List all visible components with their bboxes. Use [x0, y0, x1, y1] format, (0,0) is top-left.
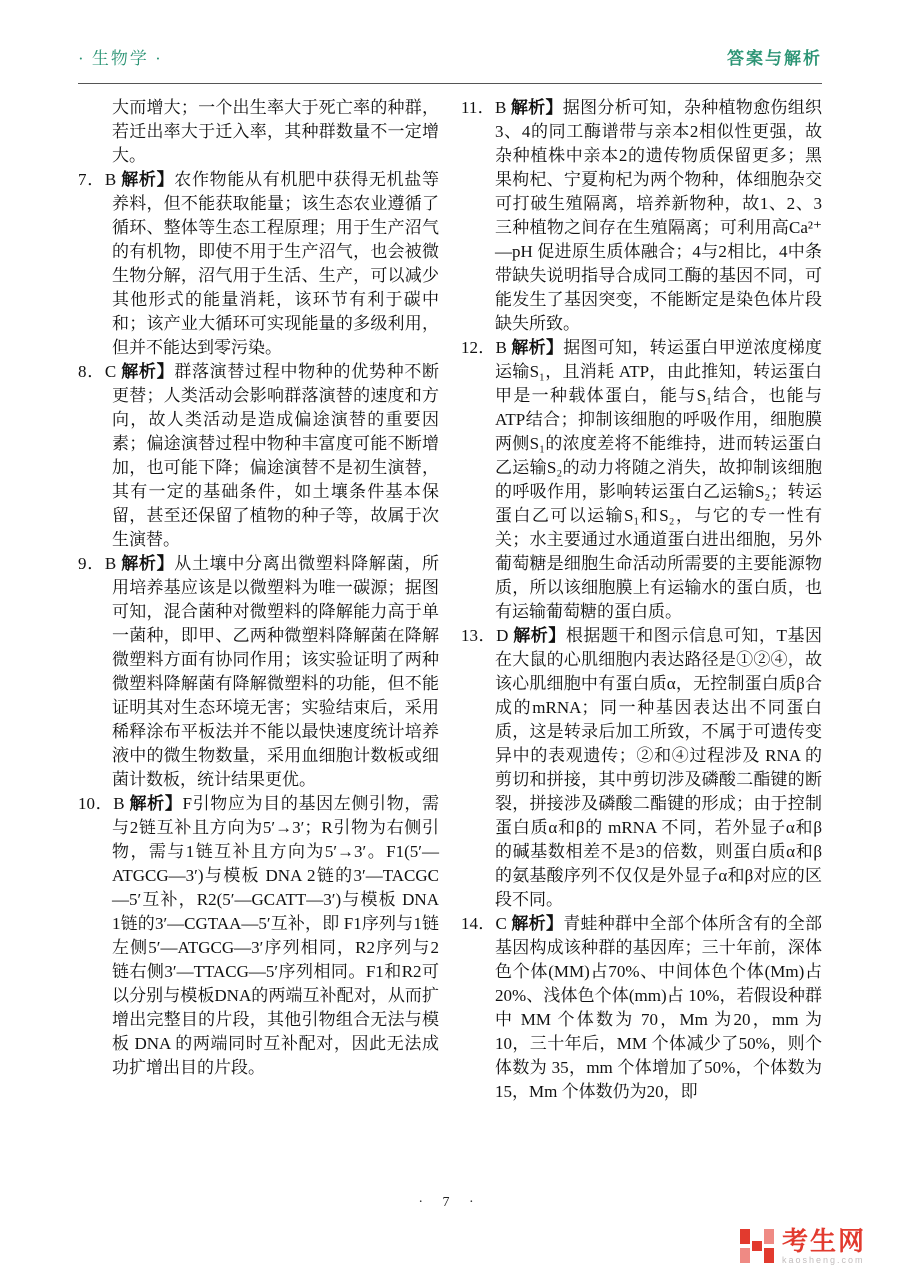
item-text: 据图可知，转运蛋白甲逆浓度梯度运输S₁，且消耗 ATP，由此推知，转运蛋白甲是一种载体蛋白，能与S₁结合，也能与ATP结合；抑制该细胞的呼吸作用，细胞膜两侧S₁的浓度差将不能维持，进而转运蛋白乙运输S₂的动力将随之消失，故抑制该细胞的呼吸作用，影响转运蛋白乙运输S₂；转运蛋白乙可以运输S₁和S₂，与它的专一性有关；水主要通过水通道蛋白进出细胞，另外葡萄糖是细胞生命活动所需要的主要能源物质，所以该细胞膜上有运输水的蛋白质，也有运输葡萄糖的蛋白质。	[495, 338, 823, 621]
item-text: F引物应为目的基因左侧引物，需与2链互补且方向为5′→3′；R引物为右侧引物，需与1链互补且方向为5′→3′。F1(5′—ATGCG—3′)与模板 DNA 2链的3′—TACGC—5′互补，R2(5′—GCATT—3′)与模板 DNA 1链的3′—CGTAA—5′互补，即 F1序列与1链左侧5′—ATGCG—3′序列相同，R2序列与2链右侧3′—TTACG—5′序列相同。F1和R2可以分别与模板DNA的两端互补配对，从而扩增出完整目的片段，其他引物组合无法与模板 DNA 的两端同时互补配对，因此无法成功扩增出目的片段。	[112, 794, 439, 1077]
item-number: 7．B	[78, 170, 122, 189]
analysis-label: 解析】	[511, 914, 564, 933]
item-text: 根据题干和图示信息可知，T基因在大鼠的心肌细胞内表达路径是①②④，故该心肌细胞中有蛋白质α，无控制蛋白质β合成的mRNA；同一种基因表达出不同蛋白质，这是转录后加工所致，不属于可遗传变异中的表观遗传；②和④过程涉及 RNA 的剪切和拼接，其中剪切涉及磷酸二酯键的断裂，拼接涉及磷酸二酯键的形成；由于控制蛋白质α和β的 mRNA 不同，若外显子α和β的碱基数相差不是3的倍数，则蛋白质α和β的氨基酸序列不仅仅是外显子α和β对应的区段不同。	[495, 626, 823, 909]
analysis-label: 解析】	[511, 338, 564, 357]
left-column	[78, 96, 439, 1104]
analysis-label: 解析】	[121, 170, 175, 189]
item-number: 10．B	[78, 794, 130, 813]
analysis-label: 解析】	[121, 554, 175, 573]
answer-item-11	[461, 96, 822, 336]
item-text: 青蛙种群中全部个体所含有的全部基因构成该种群的基因库；三十年前，深体色个体(MM)占70%、中间体色个体(Mm)占 20%、浅体色个体(mm)占 10%，若假设种群中 MM 个体数为 70，Mm 为20，mm 为 10，三十年后，MM 个体减少了50%，则个体数为 35，mm 个体增加了50%，个体数为15，Mm 个体数仍为20，即	[495, 914, 823, 1101]
item-text: 据图分析可知，杂种植物愈伤组织3、4的同工酶谱带与亲本2相似性更强，故杂种植株中亲本2的遗传物质保留更多；黑果枸杞、宁夏枸杞为两个物种，体细胞杂交可打破生殖隔离，培养新物种，故1、2、3三种植物之间存在生殖隔离；可利用高Ca²⁺—pH 促进原生质体融合；4与2相比，4中条带缺失说明指导合成同工酶的基因不同，可能发生了基因突变，不能断定是染色体片段缺失所致。	[495, 98, 823, 333]
item-number: 9．B	[78, 554, 122, 573]
section-title: 答案与解析	[727, 49, 822, 68]
answer-item-8	[78, 360, 439, 552]
item-text: 大而增大；一个出生率大于死亡率的种群，若迁出率大于迁入率，其种群数量不一定增大。	[112, 98, 439, 165]
content-columns	[0, 84, 900, 1104]
analysis-label: 解析】	[121, 362, 175, 381]
kaosheng-logo-icon	[740, 1229, 774, 1263]
analysis-label: 解析】	[129, 794, 183, 813]
logo-title: 考生网	[781, 1226, 866, 1256]
analysis-label: 解析】	[510, 98, 563, 117]
item-number: 11．B	[461, 98, 511, 117]
page-header	[78, 0, 822, 84]
item-number: 14．C	[461, 914, 512, 933]
answer-item-13	[461, 624, 822, 912]
answer-item-7	[78, 168, 439, 360]
answer-item-12	[461, 336, 822, 624]
item-number: 8．C	[78, 362, 122, 381]
item-number: 13．D	[461, 626, 514, 645]
logo-text	[782, 1227, 866, 1265]
right-column	[461, 96, 822, 1104]
answer-item-10	[78, 792, 439, 1080]
answer-item-6-continuation	[78, 96, 439, 168]
kaosheng-logo	[740, 1227, 866, 1265]
page-number: · 7 ·	[418, 1195, 482, 1210]
logo-domain: kaosheng.com	[781, 1255, 865, 1265]
item-number: 12．B	[461, 338, 512, 357]
subject-label: · 生物学 ·	[78, 49, 163, 68]
answer-item-9	[78, 552, 439, 792]
answer-item-14	[461, 912, 822, 1104]
item-text: 农作物能从有机肥中获得无机盐等养料，但不能获取能量；该生态农业遵循了循环、整体等生态工程原理；用于生产沼气的有机物，即使不用于生产沼气，也会被微生物分解，沼气用于生活、生产，可以减少其他形式的能量消耗，该环节有利于碳中和；该产业大循环可实现能量的多级利用，但并不能达到零污染。	[112, 170, 440, 357]
analysis-label: 解析】	[513, 626, 566, 645]
item-text: 从土壤中分离出微塑料降解菌，所用培养基应该是以微塑料为唯一碳源；据图可知，混合菌种对微塑料的降解能力高于单一菌种，即甲、乙两种微塑料降解菌在降解微塑料方面有协同作用；该实验证明了两种微塑料降解菌有降解微塑料的功能，但不能证明其对生态环境无害；实验结束后，采用稀释涂布平板法并不能以最快速度统计培养液中的微生物数量，采用血细胞计数板或细菌计数板，统计结果更优。	[112, 554, 440, 789]
item-text: 群落演替过程中物种的优势种不断更替；人类活动会影响群落演替的速度和方向，故人类活动是造成偏途演替的重要因素；偏途演替过程中物种丰富度可能不断增加，也可能下降；偏途演替不是初生演替，其有一定的基础条件，如土壤条件基本保留，甚至还保留了植物的种子等，故属于次生演替。	[112, 362, 440, 549]
